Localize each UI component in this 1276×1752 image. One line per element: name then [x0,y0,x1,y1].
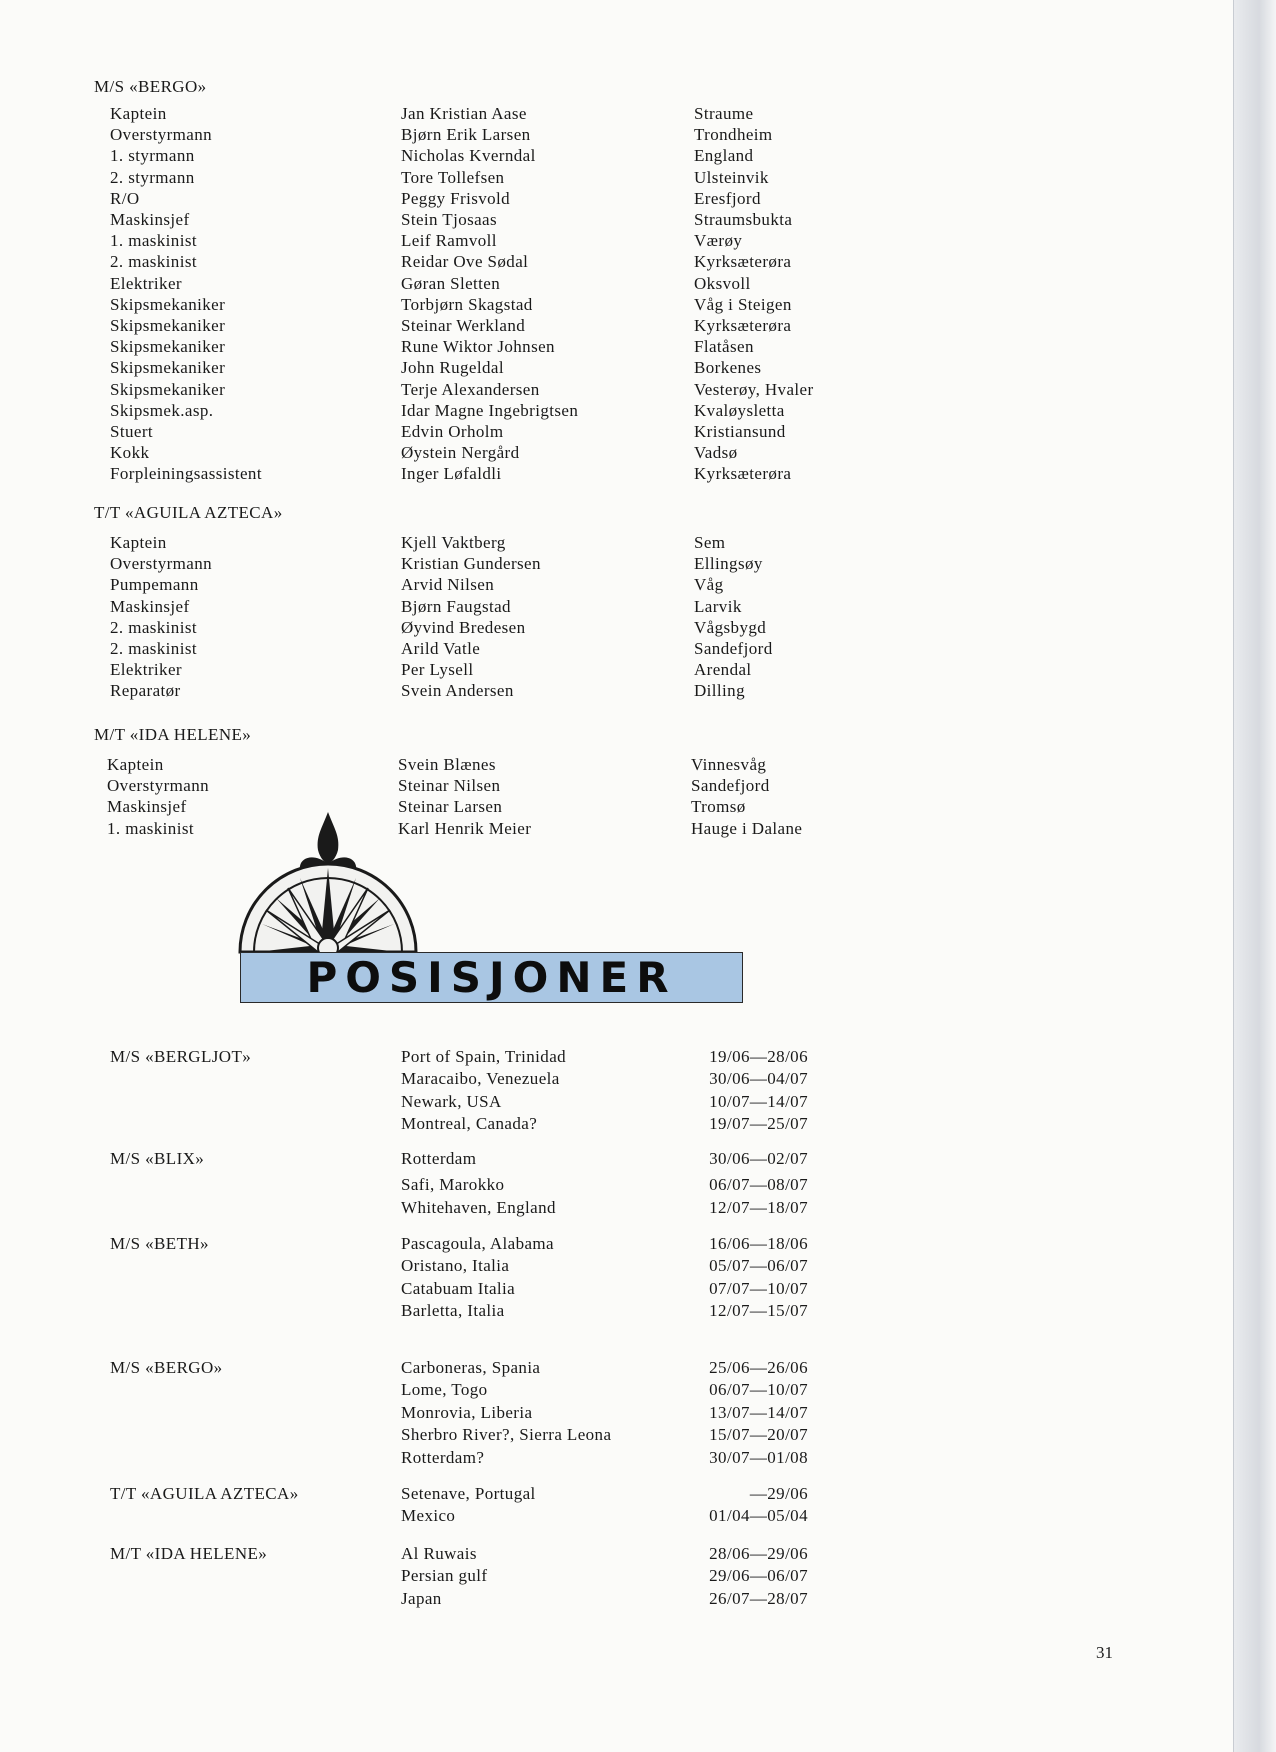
position-port: Oristano, Italia [401,1256,510,1276]
crew-role: Maskinsjef [107,797,187,817]
crew-name: Edvin Orholm [401,422,504,441]
crew-hometown: Vinnesvåg [691,755,767,774]
position-dates: 12/07—18/07 [709,1197,808,1217]
crew-hometown: Tromsø [691,797,746,817]
crew-role: Overstyrmann [107,776,210,796]
crew-role: 2. styrmann [110,167,195,187]
crew-hometown: Dilling [694,681,745,701]
crew-role: Skipsmekaniker [110,358,226,378]
position-port: Rotterdam? [401,1447,485,1467]
crew-hometown: Flatåsen [694,337,754,357]
position-port: Safi, Marokko [401,1175,505,1195]
crew-name: Arvid Nilsen [401,575,495,595]
position-dates: 19/06—28/06 [709,1047,808,1066]
crew-name: Svein Andersen [401,681,514,701]
crew-role: Skipsmekaniker [110,316,226,335]
crew-role: 2. maskinist [110,617,197,637]
position-dates: 30/06—04/07 [709,1069,808,1089]
position-port: Catabuam Italia [401,1278,516,1298]
crew-hometown: Sandefjord [691,776,770,796]
position-port: Newark, USA [401,1091,502,1111]
position-port: Pascagoula, Alabama [401,1234,554,1253]
position-dates: 30/06—02/07 [709,1149,808,1168]
position-dates: 19/07—25/07 [709,1114,808,1134]
position-vessel-name: T/T «AGUILA AZTECA» [110,1484,299,1503]
crew-role: Overstyrmann [110,554,213,574]
crew-name: Bjørn Faugstad [401,596,511,616]
crew-name: Bjørn Erik Larsen [401,125,531,145]
crew-hometown: Straumsbukta [694,210,793,229]
crew-hometown: Borkenes [694,358,762,378]
crew-name: Reidar Ove Sødal [401,252,529,272]
crew-hometown: Vesterøy, Hvaler [694,379,814,399]
crew-name: Kjell Vaktberg [401,533,506,552]
crew-hometown: Ulsteinvik [694,167,769,187]
crew-role: Skipsmekaniker [110,337,226,357]
position-dates: 06/07—08/07 [709,1175,808,1195]
crew-role: Kaptein [107,755,164,774]
crew-role: Elektriker [110,273,182,293]
crew-hometown: Eresfjord [694,188,761,208]
crew-hometown: Larvik [694,596,742,616]
position-port: Al Ruwais [401,1544,477,1563]
position-port: Maracaibo, Venezuela [401,1069,560,1089]
crew-hometown: England [694,146,754,166]
crew-hometown: Sandefjord [694,639,773,658]
crew-role: Overstyrmann [110,125,213,145]
crew-role: Maskinsjef [110,210,190,229]
position-dates: 15/07—20/07 [709,1425,808,1445]
position-port: Lome, Togo [401,1380,488,1400]
crew-hometown: Straume [694,104,754,123]
crew-name: Idar Magne Ingebrigtsen [401,400,579,420]
position-port: Barletta, Italia [401,1301,505,1321]
crew-hometown: Vågsbygd [694,617,767,637]
crew-hometown: Kyrksæterøra [694,316,792,335]
crew-vessel-heading: M/S «BERGO» [94,77,207,96]
crew-name: Kristian Gundersen [401,554,541,574]
position-dates: 25/06—26/06 [709,1358,808,1377]
position-dates: 16/06—18/06 [709,1234,808,1253]
crew-name: Steinar Larsen [398,797,503,817]
crew-hometown: Våg i Steigen [694,294,792,314]
crew-name: Karl Henrik Meier [398,818,532,838]
crew-name: Peggy Frisvold [401,188,511,208]
crew-hometown: Trondheim [694,125,773,145]
position-dates: 29/06—06/07 [709,1566,808,1586]
crew-name: Nicholas Kverndal [401,146,536,166]
crew-role: Pumpemann [110,575,199,595]
position-dates: 13/07—14/07 [709,1402,808,1422]
position-port: Japan [401,1588,442,1608]
crew-name: Øystein Nergård [401,443,520,463]
crew-name: Leif Ramvoll [401,231,497,251]
crew-role: 1. maskinist [110,231,197,251]
crew-hometown: Kyrksæterøra [694,252,792,272]
position-dates: 28/06—29/06 [709,1544,808,1563]
crew-role: Skipsmekaniker [110,379,226,399]
crew-role: Elektriker [110,660,182,680]
crew-vessel-heading: T/T «AGUILA AZTECA» [94,503,283,522]
position-port: Whitehaven, England [401,1197,556,1217]
position-dates: 07/07—10/07 [709,1278,808,1298]
position-port: Sherbro River?, Sierra Leona [401,1425,612,1445]
crew-name: Arild Vatle [401,639,481,658]
crew-name: Terje Alexandersen [401,379,540,399]
crew-hometown: Vadsø [694,443,738,463]
crew-hometown: Oksvoll [694,273,751,293]
position-port: Mexico [401,1506,456,1526]
position-port: Setenave, Portugal [401,1484,536,1503]
crew-role: 2. maskinist [110,252,197,272]
crew-role: Forpleiningsassistent [110,464,262,484]
crew-name: Per Lysell [401,660,474,680]
crew-role: 1. styrmann [110,146,195,166]
crew-name: Tore Tollefsen [401,167,505,187]
crew-role: Reparatør [110,681,181,701]
crew-role: R/O [110,188,140,208]
crew-hometown: Våg [694,575,724,595]
position-vessel-name: M/S «BERGLJOT» [110,1047,252,1066]
position-port: Monrovia, Liberia [401,1402,533,1422]
position-port: Carboneras, Spania [401,1358,541,1377]
crew-name: Inger Løfaldli [401,464,502,484]
position-dates: 05/07—06/07 [709,1256,808,1276]
crew-hometown: Værøy [694,231,743,251]
crew-hometown: Kyrksæterøra [694,464,792,484]
crew-name: Steinar Werkland [401,316,526,335]
crew-name: Stein Tjosaas [401,210,498,229]
crew-role: 2. maskinist [110,639,197,658]
crew-role: 1. maskinist [107,818,194,838]
crew-role: Skipsmekaniker [110,294,226,314]
page-number: 31 [1096,1643,1113,1662]
crew-role: Kokk [110,443,150,463]
crew-name: Svein Blænes [398,755,496,774]
position-port: Port of Spain, Trinidad [401,1047,567,1066]
crew-name: John Rugeldal [401,358,504,378]
crew-hometown: Hauge i Dalane [691,818,803,838]
position-dates: 26/07—28/07 [709,1588,808,1608]
position-vessel-name: M/T «IDA HELENE» [110,1544,268,1563]
posisjoner-banner: POSISJONER [240,952,743,1003]
position-dates: 30/07—01/08 [709,1447,808,1467]
position-dates: —29/06 [749,1484,808,1503]
position-dates: 01/04—05/04 [709,1506,808,1526]
crew-name: Jan Kristian Aase [401,104,527,123]
crew-name: Rune Wiktor Johnsen [401,337,555,357]
crew-hometown: Arendal [694,660,752,680]
crew-name: Gøran Sletten [401,273,501,293]
crew-name: Torbjørn Skagstad [401,294,533,314]
position-port: Persian gulf [401,1566,488,1586]
crew-name: Øyvind Bredesen [401,617,526,637]
crew-vessel-heading: M/T «IDA HELENE» [94,725,252,744]
crew-role: Skipsmek.asp. [110,400,214,420]
position-vessel-name: M/S «BERGO» [110,1358,223,1377]
position-dates: 12/07—15/07 [709,1301,808,1321]
position-dates: 10/07—14/07 [709,1091,808,1111]
page-edge [1233,0,1276,1752]
position-vessel-name: M/S «BETH» [110,1234,209,1253]
crew-name: Steinar Nilsen [398,776,501,796]
position-vessel-name: M/S «BLIX» [110,1149,205,1168]
crew-hometown: Ellingsøy [694,554,763,574]
position-port: Montreal, Canada? [401,1114,538,1134]
crew-role: Stuert [110,422,154,441]
position-port: Rotterdam [401,1149,477,1168]
crew-role: Maskinsjef [110,596,190,616]
position-dates: 06/07—10/07 [709,1380,808,1400]
crew-role: Kaptein [110,104,167,123]
crew-hometown: Sem [694,533,726,552]
crew-hometown: Kristiansund [694,422,786,441]
crew-hometown: Kvaløysletta [694,400,785,420]
crew-role: Kaptein [110,533,167,552]
